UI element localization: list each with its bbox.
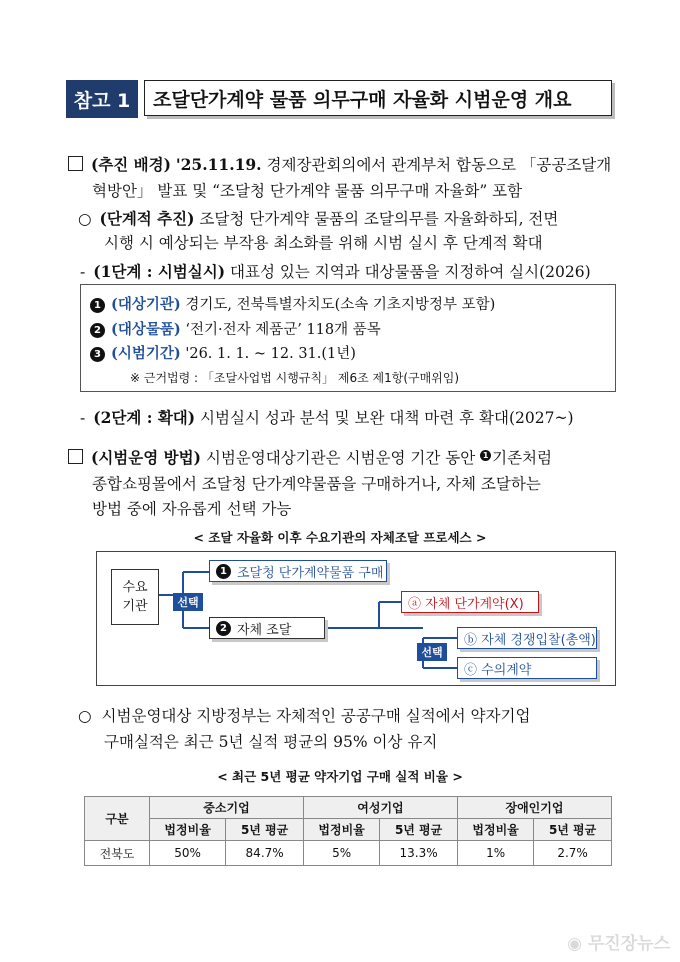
sub-header: 5년 평균 (380, 819, 458, 841)
scope-item-3 (90, 342, 356, 363)
sub-header: 5년 평균 (534, 819, 612, 841)
background-date: '25.11.19. (175, 155, 262, 174)
demand-agency-box (111, 569, 159, 625)
background-text-2: 혁방안」 발표 및 “조달청 단가계약 물품 의무구매 자율화” 포함 (92, 182, 523, 200)
title-tag: 참고 1 (66, 80, 138, 118)
scope-label-3: (시범기간) (111, 345, 181, 362)
stage1-text: 대표성 있는 지역과 대상물품을 지정하여 실시(2026) (230, 263, 591, 281)
stage2-label: (2단계 : 확대) (93, 408, 196, 427)
legal-basis-note: ※ 근거법령 : 「조달사업법 시행규칙」 제6조 제1항(구매위임) (130, 371, 460, 385)
scope-text-3: '26. 1. 1. ~ 12. 31.(1년) (185, 346, 356, 362)
page-title: 조달단가계약 물품 의무구매 자율화 시범운영 개요 (144, 80, 612, 116)
stage1-line (80, 260, 591, 282)
group-header: 중소기업 (150, 797, 304, 819)
scope-text-2: ‘전기·전자 제품군’ 118개 품목 (185, 322, 381, 338)
table-row (85, 841, 612, 866)
table-cell: 50% (150, 841, 226, 866)
group-header: 여성기업 (303, 797, 457, 819)
circle-bullet-icon: ○ (78, 210, 92, 228)
number-2-icon: 2 (90, 323, 105, 338)
sub-header: 법정비율 (150, 819, 226, 841)
watermark-logo-icon: ◉ (567, 934, 588, 954)
option-1-box (209, 560, 387, 582)
weak-text-1: 시범운영대상 지방정부는 자체적인 공공구매 실적에서 약자기업 (101, 707, 531, 725)
sub-header: 법정비율 (457, 819, 533, 841)
agency-label-1: 수요 (122, 580, 148, 595)
method-line-1 (68, 446, 552, 468)
watermark (567, 929, 670, 954)
method-text-1a: 시범운영대상기관은 시범운영 기간 동안 (205, 449, 476, 467)
weak-line-1 (78, 704, 530, 726)
number-3-icon: 3 (90, 347, 105, 362)
stage2-text: 시범실시 성과 분석 및 보완 대책 마련 후 확대(2027~) (200, 409, 574, 427)
table-cell: 2.7% (534, 841, 612, 866)
number-1-icon: 1 (90, 298, 105, 313)
background-line-1 (68, 153, 611, 175)
sub-header: 법정비율 (303, 819, 379, 841)
phased-text-1: 조달청 단가계약 물품의 조달의무를 자율화하되, 전면 (199, 210, 559, 228)
table-header-row (85, 797, 612, 819)
phased-line-1 (78, 207, 558, 229)
weak-text-2: 구매실적은 최근 5년 실적 평균의 95% 이상 유지 (104, 733, 438, 751)
method-text-3: 방법 중에 자유롭게 선택 가능 (92, 500, 292, 518)
row-name: 전북도 (85, 841, 150, 866)
background-text-1: 경제장관회의에서 관계부처 합동으로 「공공조달개 (266, 156, 612, 174)
select-tag-1: 선택 (173, 593, 203, 611)
diagram-caption: < 조달 자율화 이후 수요기관의 자체조달 프로세스 > (193, 530, 487, 545)
stage2-line (80, 406, 574, 428)
dash-bullet-icon: - (80, 409, 86, 427)
phased-label: (단계적 추진) (99, 209, 195, 228)
watermark-text: 무진장뉴스 (587, 934, 670, 954)
scope-item-2 (90, 318, 381, 339)
sub-header: 5년 평균 (226, 819, 304, 841)
square-bullet-icon (68, 449, 83, 464)
option-2-box (209, 617, 325, 639)
table-cell: 5% (303, 841, 379, 866)
method-label: (시범운영 방법) (91, 448, 201, 467)
table-caption: < 최근 5년 평균 약자기업 구매 실적 비율 > (217, 769, 463, 784)
square-bullet-icon (68, 156, 83, 171)
phased-text-2: 시행 시 예상되는 부작용 최소화를 위해 시범 실시 후 단계적 확대 (104, 234, 543, 252)
sub-option-c-box: ⓒ 수의계약 (457, 657, 597, 679)
process-diagram (96, 551, 616, 686)
number-1-icon: 1 (480, 450, 491, 461)
table-subheader-row (85, 819, 612, 841)
background-label: (추진 배경) (91, 155, 171, 174)
table-cell: 1% (457, 841, 533, 866)
dash-bullet-icon: - (80, 263, 86, 281)
stage1-label: (1단계 : 시범실시) (93, 262, 226, 281)
scope-text-1: 경기도, 전북특별자치도(소속 기초지방정부 포함) (185, 297, 496, 313)
method-text-2: 종합쇼핑몰에서 조달청 단가계약물품을 구매하거나, 자체 조달하는 (92, 475, 541, 493)
scope-label-1: (대상기관) (111, 296, 181, 313)
option-2-label: 자체 조달 (237, 622, 292, 638)
scope-label-2: (대상물품) (111, 321, 181, 338)
select-tag-2: 선택 (417, 643, 447, 661)
sub-option-b-box: ⓑ 자체 경쟁입찰(총액) (457, 627, 597, 649)
agency-label-2: 기관 (122, 599, 148, 614)
scope-item-1 (90, 293, 495, 314)
table-corner: 구분 (85, 797, 150, 841)
number-2-icon: 2 (216, 621, 231, 636)
table-cell: 13.3% (380, 841, 458, 866)
performance-table (84, 796, 612, 866)
number-1-icon: 1 (216, 564, 231, 579)
table-cell: 84.7% (226, 841, 304, 866)
sub-option-a-box: ⓐ 자체 단가계약(X) (401, 591, 539, 613)
option-1-label: 조달청 단가계약물품 구매 (237, 565, 384, 581)
group-header: 장애인기업 (457, 797, 611, 819)
method-text-1b: 기존처럼 (492, 449, 553, 467)
circle-bullet-icon: ○ (78, 707, 92, 725)
